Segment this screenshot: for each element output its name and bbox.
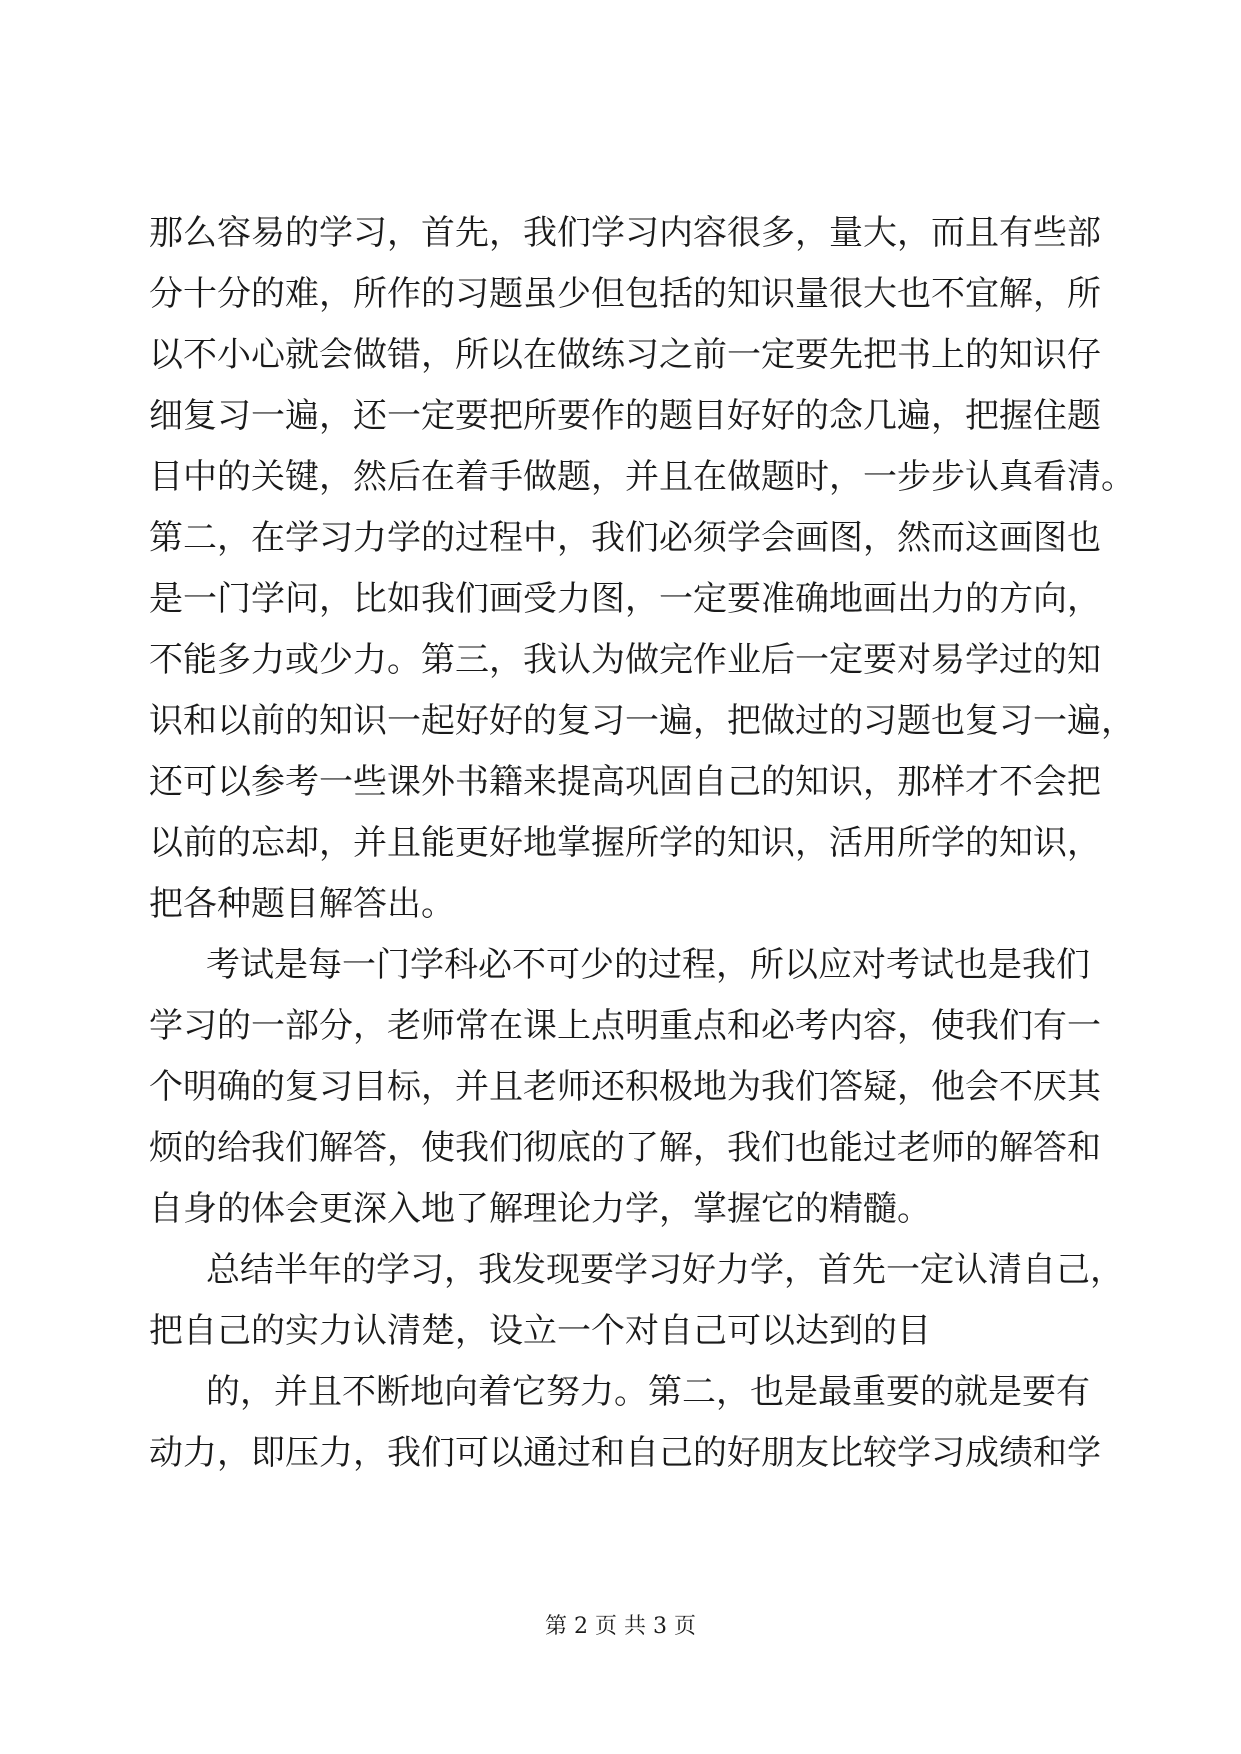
text-line: 把各种题目解答出。 bbox=[149, 884, 455, 924]
text-line: 自身的体会更深入地了解理论力学，掌握它的精髓。 bbox=[149, 1189, 931, 1229]
text-line: 个明确的复习目标，并且老师还积极地为我们答疑，他会不厌其 bbox=[149, 1067, 1101, 1107]
text-line: 识和以前的知识一起好好的复习一遍，把做过的习题也复习一遍， bbox=[149, 701, 1135, 741]
text-line: 以不小心就会做错，所以在做练习之前一定要先把书上的知识仔 bbox=[149, 335, 1101, 375]
text-line: 是一门学问，比如我们画受力图，一定要准确地画出力的方向， bbox=[149, 579, 1101, 619]
text-line: 分十分的难，所作的习题虽少但包括的知识量很大也不宜解，所 bbox=[149, 274, 1101, 314]
text-line: 还可以参考一些课外书籍来提高巩固自己的知识，那样才不会把 bbox=[149, 762, 1101, 802]
text-line: 烦的给我们解答，使我们彻底的了解，我们也能过老师的解答和 bbox=[149, 1128, 1101, 1168]
text-line: 考试是每一门学科必不可少的过程，所以应对考试也是我们 bbox=[206, 945, 1090, 985]
text-line: 细复习一遍，还一定要把所要作的题目好好的念几遍，把握住题 bbox=[149, 396, 1101, 436]
text-line: 不能多力或少力。第三，我认为做完作业后一定要对易学过的知 bbox=[149, 640, 1101, 680]
text-line: 第二，在学习力学的过程中，我们必须学会画图，然而这画图也 bbox=[149, 518, 1101, 558]
text-line: 动力，即压力，我们可以通过和自己的好朋友比较学习成绩和学 bbox=[149, 1433, 1101, 1473]
text-line: 总结半年的学习，我发现要学习好力学，首先一定认清自己， bbox=[206, 1250, 1124, 1290]
text-line: 学习的一部分，老师常在课上点明重点和必考内容，使我们有一 bbox=[149, 1006, 1101, 1046]
text-line: 的，并且不断地向着它努力。第二，也是最重要的就是要有 bbox=[206, 1372, 1090, 1412]
text-line: 以前的忘却，并且能更好地掌握所学的知识，活用所学的知识， bbox=[149, 823, 1101, 863]
text-line: 那么容易的学习，首先，我们学习内容很多，量大，而且有些部 bbox=[149, 213, 1101, 253]
text-line: 目中的关键，然后在着手做题，并且在做题时，一步步认真看清。 bbox=[149, 457, 1135, 497]
page-number-footer: 第 2 页 共 3 页 bbox=[545, 1614, 696, 1639]
text-line: 把自己的实力认清楚，设立一个对自己可以达到的目 bbox=[149, 1311, 931, 1351]
